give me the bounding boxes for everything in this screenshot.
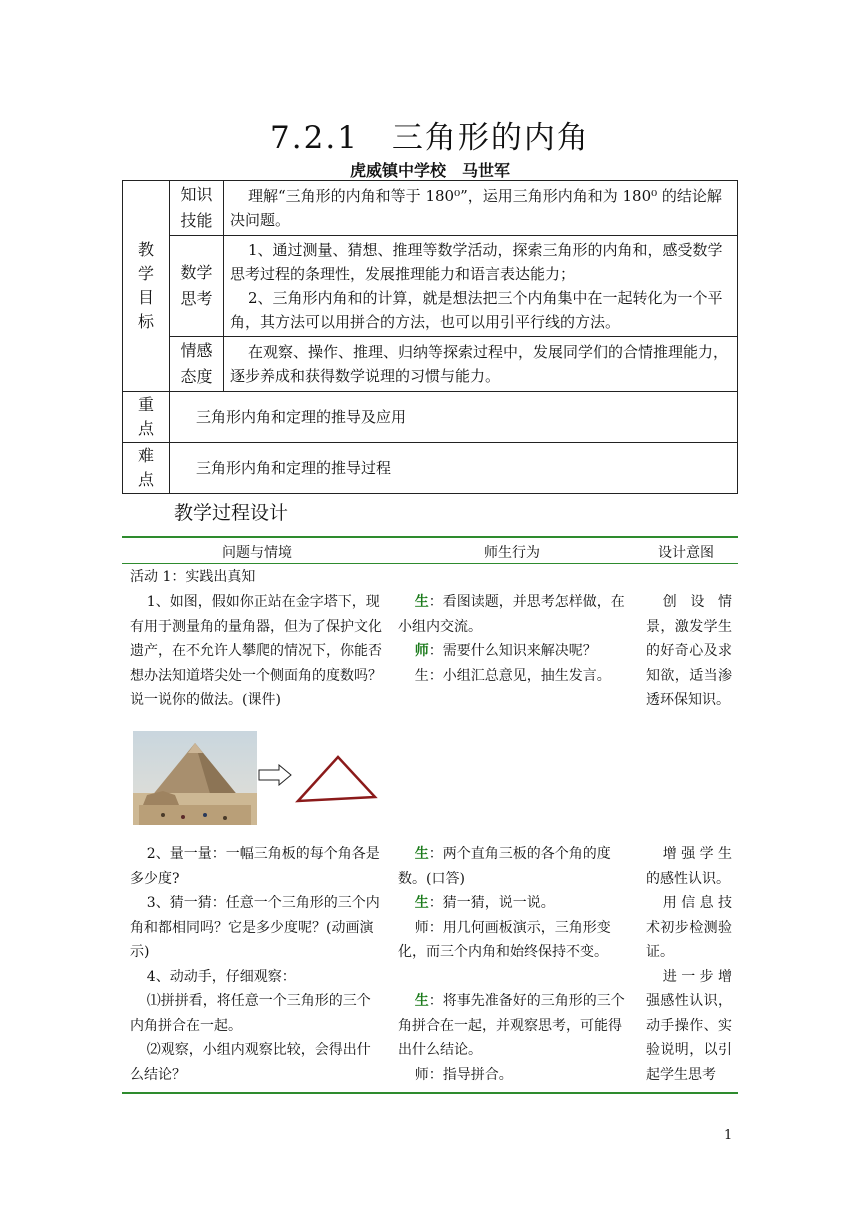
key-point-label: 重 点 <box>123 392 170 443</box>
activity-title: 活动 1：实践出真知 <box>130 569 256 585</box>
page-title: 7.2.1 三角形的内角 <box>270 120 590 156</box>
block2-problems: 2、量一量：一幅三角板的每个角各是多少度? 3、猜一猜：任意一个三角形的三个内角和都相同吗？它是多少度呢？(动画演示) 4、动动手，仔细观察： ⑴拼拼看，将任意一个三角形的三个内角拼合在一起。 ⑵观察，小组内观察比较，会得出什么结论？ <box>130 846 380 1083</box>
top-rule <box>122 536 738 538</box>
objective-text-knowledge: 理解“三角形的内角和等于 180⁰”，运用三角形内角和为 180⁰ 的结论解决问题。 <box>224 181 738 236</box>
objective-label-knowledge: 知识 技能 <box>170 181 224 236</box>
block1-problem: 1、如图，假如你正站在金字塔下，现有用于测量角的量角器，但为了保护文化遗产，在不允许人攀爬的情况下，你能否想办法知道塔尖处一个侧面角的度数吗？说一说你的做法。(课件) <box>130 594 382 708</box>
block1-intent: 创设情景，激发学生的好奇心及求知欲，适当渗透环保知识。 <box>646 594 732 708</box>
objectives-table <box>122 180 738 494</box>
objective-text-thinking: 1、通过测量、猜想、推理等数学活动，探索三角形的内角和，感受数学思考过程的条理性，发展推理能力和语言表达能力； 2、三角形内角和的计算，就是想法把三个内角集中在一起转化为一个平角，其方法可以用拼合的方法，也可以用引平行线的方法。 <box>224 236 738 337</box>
header-actions: 师生行为 <box>484 545 540 561</box>
author-line: 虎威镇中学校 马世军 <box>349 161 510 180</box>
key-point-text: 三角形内角和定理的推导及应用 <box>170 392 738 443</box>
triangle-diagram <box>294 752 380 804</box>
process-title: 教学过程设计 <box>174 502 289 524</box>
header-intent: 设计意图 <box>658 545 714 561</box>
block2-intents: 增强学生的感性认识。 用信息技术初步检测验证。 进一步增强感性认识，动手操作、实验说明，以引起学生思考 <box>646 846 732 1083</box>
header-problem: 问题与情境 <box>222 545 292 561</box>
objective-label-thinking: 数学 思考 <box>170 236 224 337</box>
header-rule <box>122 563 738 564</box>
difficulty-text: 三角形内角和定理的推导过程 <box>170 443 738 494</box>
bottom-rule <box>122 1092 738 1094</box>
page-number: 1 <box>724 1128 733 1143</box>
objective-label-attitude: 情感 态度 <box>170 337 224 392</box>
block2-actions: 生：两个直角三板的各个角的度数。(口答) 生：猜一猜，说一说。 师：用几何画板演示，三角形变化，而三个内角和始终保持不变。 生：将事先准备好的三角形的三个角拼合在一起，并观察思考，可能得出什么结论。 师：指导拼合。 <box>398 846 625 1083</box>
pyramid-photo <box>133 731 257 825</box>
block1-actions: 生：看图读题，并思考怎样做，在小组内交流。 师：需要什么知识来解决呢？ 生：小组汇总意见，抽生发言。 <box>398 594 625 684</box>
objectives-main-label: 教 学 目 标 <box>123 181 170 392</box>
arrow-icon <box>258 764 292 786</box>
difficulty-label: 难 点 <box>123 443 170 494</box>
objective-text-attitude: 在观察、操作、推理、归纳等探索过程中，发展同学们的合情推理能力，逐步养成和获得数学说理的习惯与能力。 <box>224 337 738 392</box>
